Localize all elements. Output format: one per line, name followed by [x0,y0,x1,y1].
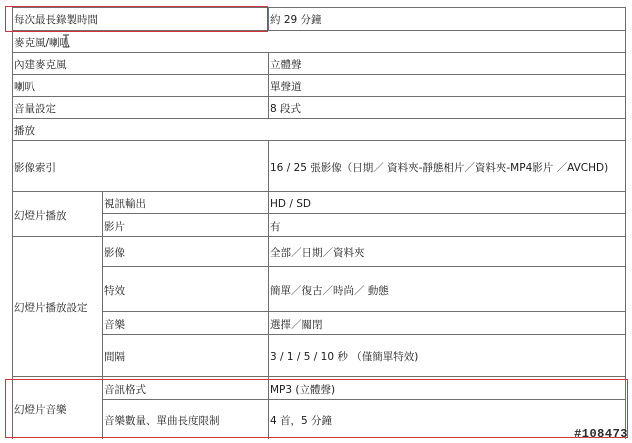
label-audio-format: 音訊格式 [104,383,146,396]
value-audio-format: MP3 (立體聲) [270,383,336,396]
row-line [12,119,626,141]
label-speaker: 喇叭 [14,81,35,93]
group-slideshow-music: 幻燈片音樂 [14,403,67,416]
value-image-index: 16 / 25 張影像（日期／ 資料夾-靜態相片／資料夾-MP4影片 ／AVCHD) [270,161,609,174]
highlight-box-record-time [5,6,268,32]
value-built-in-mic: 立體聲 [270,59,302,71]
watermark: #108473 [574,427,628,441]
value-movie: 有 [270,220,281,233]
label-music: 音樂 [104,318,125,331]
label-video-output: 視訊輸出 [104,198,146,210]
value-speaker: 單聲道 [270,81,302,93]
label-interval: 間隔 [104,351,125,363]
row-line [12,53,626,75]
value-music: 選擇／關閉 [270,318,323,331]
value-max-record-time: 約 29 分鐘 [270,13,322,26]
value-interval: 3 / 1 / 5 / 10 秒 （僅簡單特效) [270,351,419,363]
text-cursor-icon [62,34,70,48]
section-mic-speaker: 麥克風/喇叭 [14,36,71,49]
label-image-index: 影像索引 [14,161,56,174]
label-music-limit: 音樂數量、單曲長度限制 [104,414,220,427]
column-divider [268,53,269,119]
column-divider [12,7,13,439]
row-line [12,97,626,119]
column-divider [268,7,269,30]
value-volume: 8 段式 [270,103,302,115]
label-image: 影像 [104,247,125,259]
value-image: 全部／日期／資料夾 [270,247,365,259]
value-effect: 簡單／復古／時尚／ 動態 [270,284,389,297]
row-line [12,75,626,97]
label-built-in-mic: 內建麥克風 [14,59,67,71]
label-movie: 影片 [104,220,125,233]
row-line [12,30,626,53]
group-slideshow-settings: 幻燈片播放設定 [14,302,88,314]
label-volume: 音量設定 [14,103,56,115]
label-max-record-time: 每次最長錄製時間 [14,13,98,26]
label-effect: 特效 [104,284,125,297]
value-music-limit: 4 首，5 分鐘 [270,414,333,427]
section-playback: 播放 [14,125,35,137]
group-slideshow-playback: 幻燈片播放 [14,209,67,222]
value-video-output: HD / SD [270,197,311,210]
column-divider [625,7,626,439]
highlight-box-slideshow-music [5,379,628,438]
